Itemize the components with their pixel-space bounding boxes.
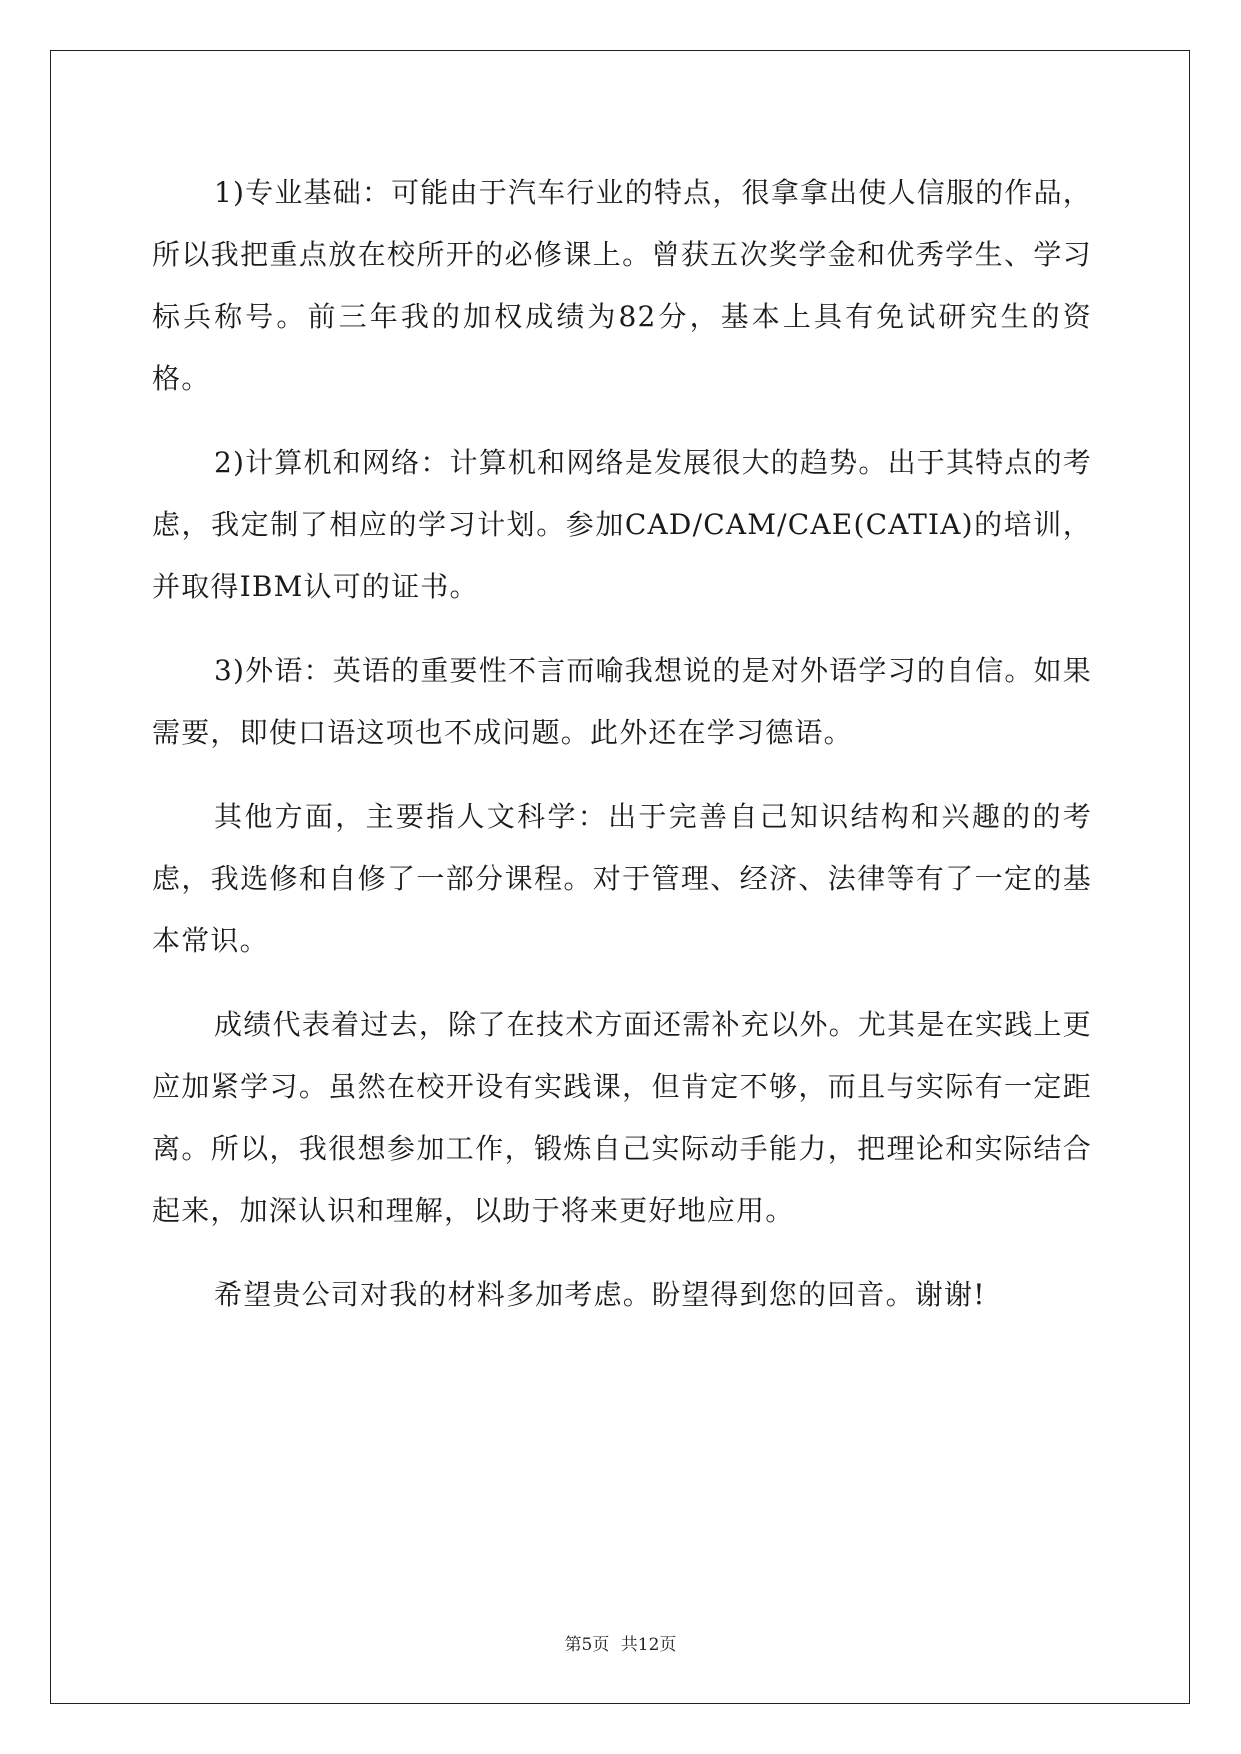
paragraph-professional-basics: 1)专业基础：可能由于汽车行业的特点，很拿拿出使人信服的作品，所以我把重点放在校所开的必修课上。曾获五次奖学金和优秀学生、学习标兵称号。前三年我的加权成绩为82分，基本上具有免试研究生的资格。 bbox=[152, 176, 1092, 395]
page-footer bbox=[0, 1630, 1241, 1655]
paragraph-humanities: 其他方面，主要指人文科学：出于完善自己知识结构和兴趣的的考虑，我选修和自修了一部分课程。对于管理、经济、法律等有了一定的基本常识。 bbox=[152, 800, 1092, 957]
paragraph-practice: 成绩代表着过去，除了在技术方面还需补充以外。尤其是在实践上更应加紧学习。虽然在校开设有实践课，但肯定不够，而且与实际有一定距离。所以，我很想参加工作，锻炼自己实际动手能力，把理论和实际结合起来，加深认识和理解，以助于将来更好地应用。 bbox=[152, 1008, 1092, 1227]
current-page-number: 第5页 bbox=[564, 1635, 610, 1655]
paragraph-foreign-language: 3)外语：英语的重要性不言而喻我想说的是对外语学习的自信。如果需要，即使口语这项也不成问题。此外还在学习德语。 bbox=[152, 654, 1092, 749]
document-body bbox=[152, 162, 1092, 1348]
paragraph-computer-network: 2)计算机和网络：计算机和网络是发展很大的趋势。出于其特点的考虑，我定制了相应的学习计划。参加CAD/CAM/CAE(CATIA)的培训，并取得IBM认可的证书。 bbox=[152, 446, 1092, 603]
total-page-count: 共12页 bbox=[620, 1635, 677, 1655]
paragraph-closing: 希望贵公司对我的材料多加考虑。盼望得到您的回音。谢谢! bbox=[214, 1278, 986, 1311]
